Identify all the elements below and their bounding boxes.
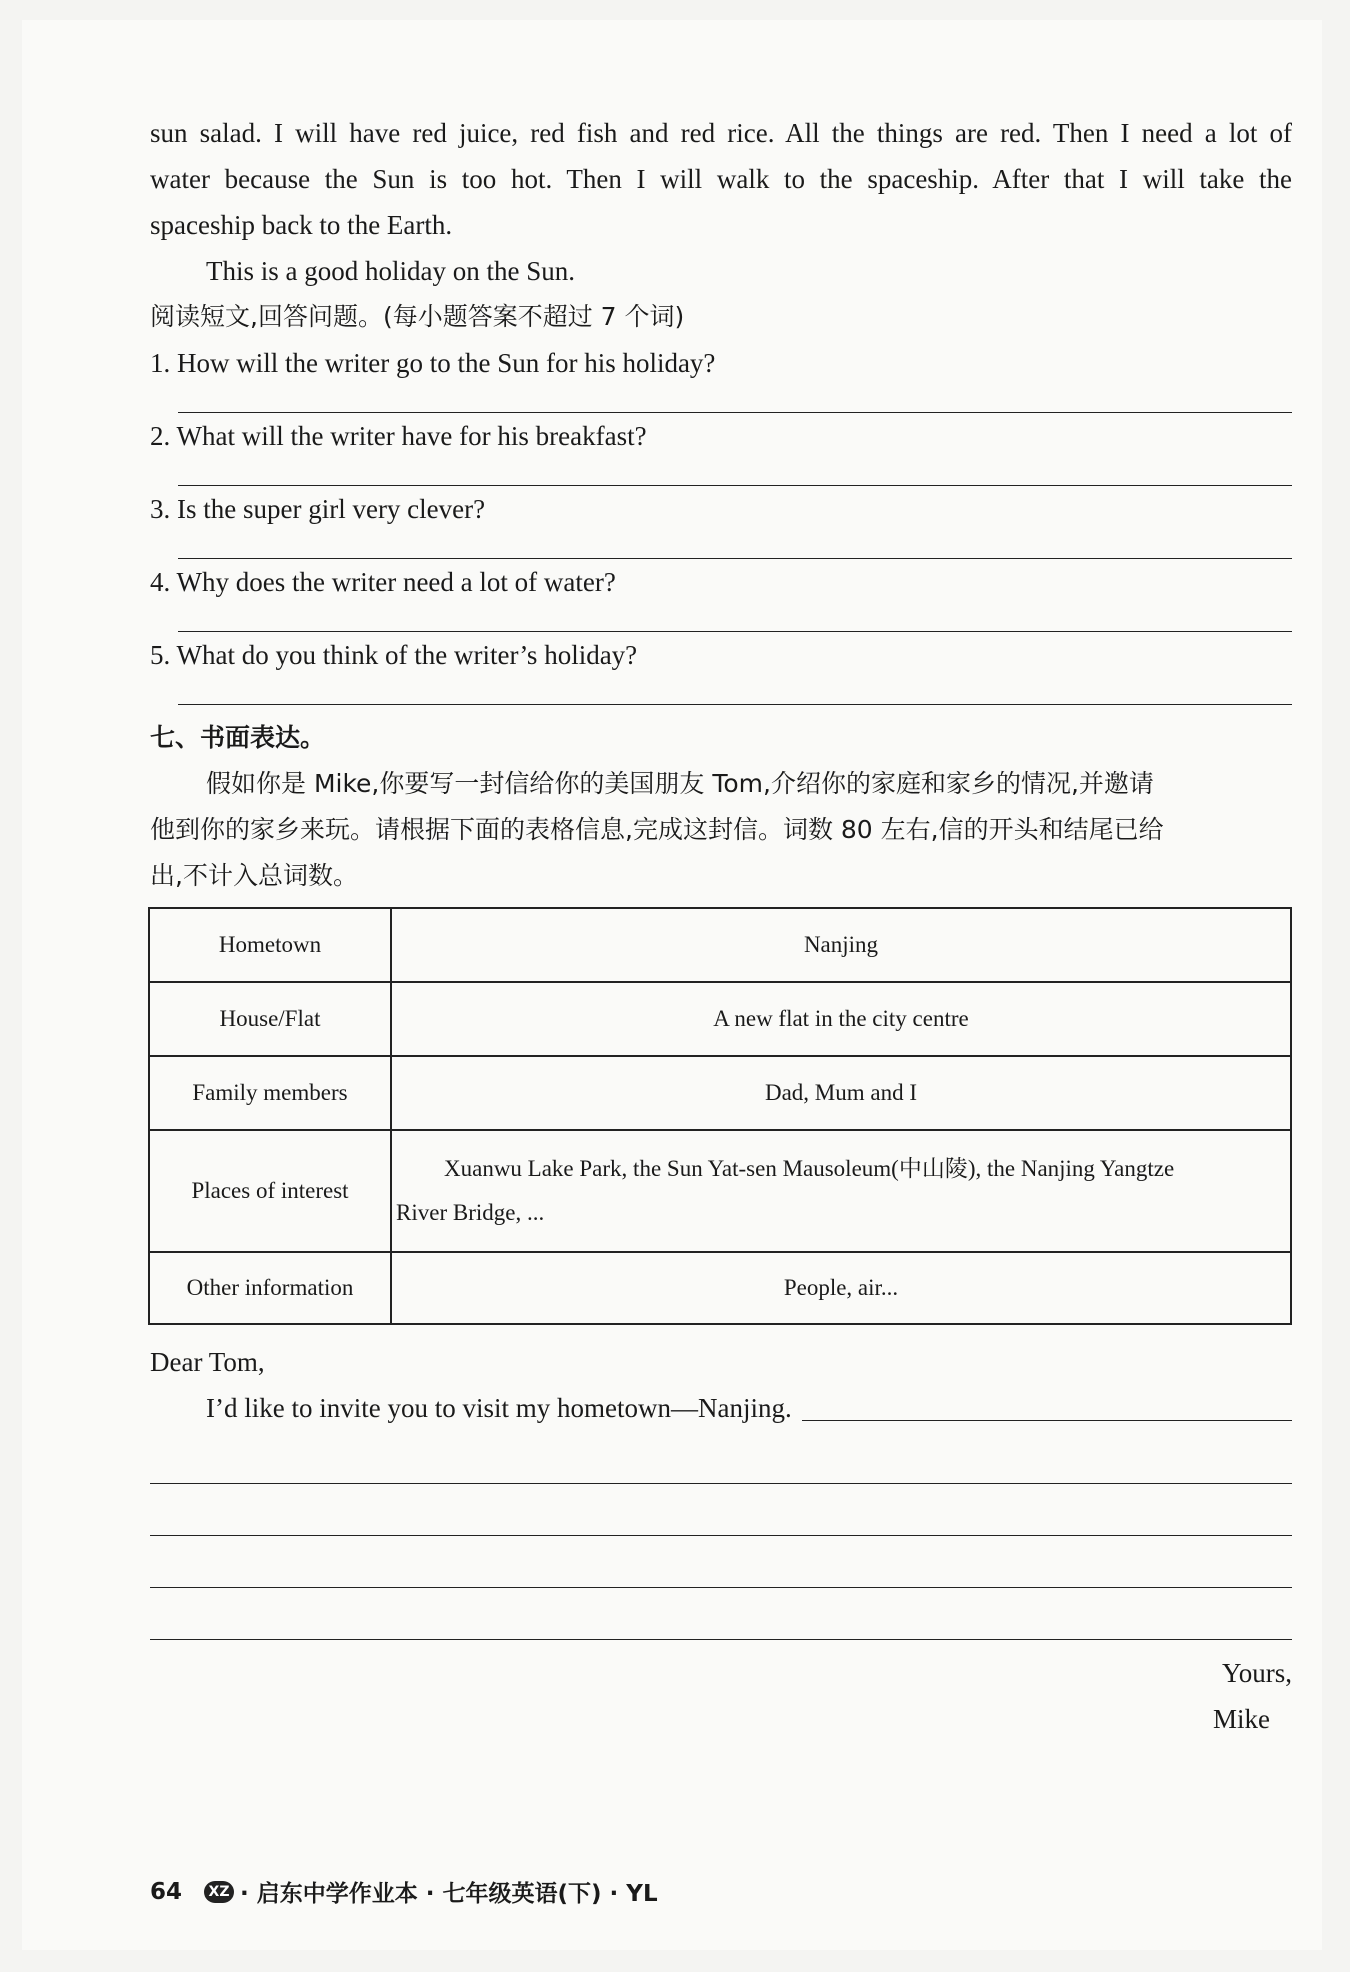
table-row [149, 1252, 1291, 1324]
letter-greeting: Dear Tom, [150, 1347, 265, 1377]
question-text: 4. Why does the writer need a lot of water? [150, 567, 616, 597]
table-value-line: River Bridge, ... [396, 1200, 545, 1225]
table-key: Other information [149, 1252, 391, 1324]
passage-line: spaceship back to the Earth. [150, 210, 453, 240]
passage-line: sun salad. I will have red juice, red fish and red rice. All the things are red. Then I need a lot of [150, 118, 1292, 148]
question-block [150, 632, 1292, 705]
table-value-line: Xuanwu Lake Park, the Sun Yat-sen Mausoleum(中山陵), the Nanjing Yangtze [444, 1156, 1175, 1181]
question-text: 1. How will the writer go to the Sun for his holiday? [150, 348, 716, 378]
question-text: 2. What will the writer have for his breakfast? [150, 421, 647, 451]
table-value: People, air... [391, 1252, 1291, 1324]
question-block [150, 413, 1292, 486]
table-value: Dad, Mum and I [391, 1056, 1291, 1130]
table-key: House/Flat [149, 982, 391, 1056]
reading-instruction: 阅读短文,回答问题。(每小题答案不超过 7 个词) [150, 302, 685, 331]
table-row [149, 982, 1291, 1056]
worksheet-page [22, 20, 1322, 1950]
section-title: 七、书面表达。 [150, 723, 326, 752]
table-row [149, 1130, 1291, 1252]
writing-line[interactable] [802, 1420, 1292, 1421]
page-content [150, 20, 1292, 1742]
question-text: 3. Is the super girl very clever? [150, 494, 486, 524]
page-number: 64 [150, 1878, 183, 1905]
writing-prompt: 假如你是 Mike,你要写一封信给你的美国朋友 Tom,介绍你的家庭和家乡的情况,并邀请 [206, 769, 1154, 798]
letter-closing: Yours, [1221, 1658, 1292, 1688]
question-block [150, 340, 1292, 413]
page-footer [150, 1875, 658, 1908]
info-table [148, 907, 1292, 1325]
passage-line: water because the Sun is too hot. Then I will walk to the spaceship. After that I will take the [150, 164, 1292, 194]
writing-prompt: 出,不计入总词数。 [150, 861, 358, 890]
passage-line: This is a good holiday on the Sun. [206, 256, 575, 286]
letter-opening: I’d like to invite you to visit my hometown—Nanjing. [206, 1393, 792, 1423]
question-block [150, 486, 1292, 559]
publisher-badge: XZ [204, 1881, 234, 1903]
table-row [149, 908, 1291, 982]
table-key: Family members [149, 1056, 391, 1130]
letter-opening-row [150, 1385, 1292, 1431]
question-block [150, 559, 1292, 632]
table-key: Hometown [149, 908, 391, 982]
table-value: A new flat in the city centre [391, 982, 1291, 1056]
letter-signature: Mike [1213, 1704, 1270, 1734]
table-value: Nanjing [391, 908, 1291, 982]
book-title: · 启东中学作业本 · 七年级英语(下) · YL [240, 1881, 658, 1907]
table-value [391, 1130, 1291, 1252]
writing-prompt: 他到你的家乡来玩。请根据下面的表格信息,完成这封信。词数 80 左右,信的开头和结尾已给 [150, 815, 1164, 844]
table-row [149, 1056, 1291, 1130]
table-key: Places of interest [149, 1130, 391, 1252]
question-text: 5. What do you think of the writer’s holiday? [150, 640, 638, 670]
